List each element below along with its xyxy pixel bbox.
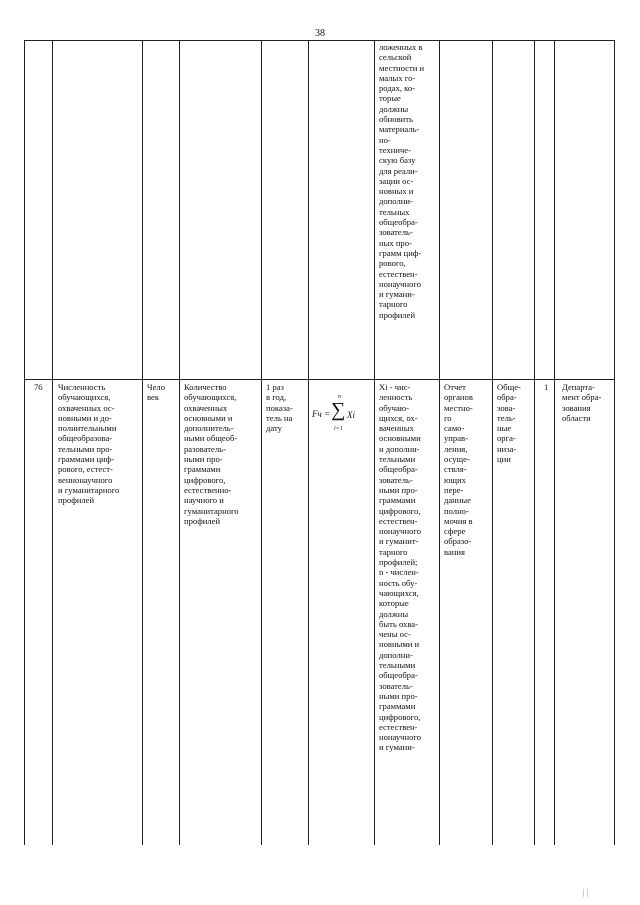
formula-lower-limit: i=1 [334, 426, 343, 432]
table-col-rule [24, 40, 25, 845]
collection-method: Обще- обра- зова- тель- ные орга- низа- ции [497, 382, 521, 465]
level-code: 1 [544, 382, 549, 392]
table-col-rule [492, 40, 493, 845]
formula-note: Xi - чис- ленность обучаю- щихся, ох- ваченных основными и дополни- тельными общеобра- зователь- ными про- граммами цифрового, естествен- нонаучного и гуманит- тарного профилей; n - числен- ность обу- чающихся, которые должны быть охва- чены ос- новными и дополни- тельными общеобра- зователь- ными про- граммами цифрового, естествен- нонаучного и гумани- [379, 382, 421, 753]
table-col-rule [439, 40, 440, 845]
table-col-rule [142, 40, 143, 845]
unit-of-measure: Чело век [147, 382, 165, 403]
table-rule-top [24, 40, 615, 41]
table-col-rule [554, 40, 555, 845]
summation-icon: ∑ [331, 399, 346, 421]
table-rule-row-divider [24, 379, 615, 380]
calculation-formula [312, 394, 358, 438]
table-col-rule [374, 40, 375, 845]
data-source: Отчет органов местно- го само- управ- ления, осуще- ствля- ющих пере- данные полно- мочия в сфере образо- вания [444, 382, 473, 557]
indicator-definition: Количество обучающихся, охваченных основными и дополнитель- ными общеоб- разователь- ными про- граммами цифрового, естественно- научного и гуманитарного профилей [184, 382, 239, 526]
table-col-rule [52, 40, 53, 845]
indicator-name: Численность обучающихся, охваченных ос- новными и до- полнительными общеобразова- тельными про- граммами циф- рового, естест- веннонаучного и гуманитарного профилей [58, 382, 120, 506]
row-number: 76 [34, 382, 43, 392]
continued-formula-note: ложенных в сельской местности и малых го- родах, ко- торые должны обновить материаль- но- техниче- скую базу для реали- зации ос- новных и дополни- тельных общеобра- зователь- ных про- грамм циф- рового, естествен- нонаучного и гумани- тарного профилей [379, 42, 425, 320]
table-col-rule [308, 40, 309, 845]
formula-lhs: Fч = [312, 409, 331, 419]
responsible-body: Департа- мент обра- зования области [562, 382, 602, 423]
table-col-rule [179, 40, 180, 845]
page-number: 38 [315, 28, 325, 39]
table-col-rule [534, 40, 535, 845]
formula-upper-limit: n [338, 394, 341, 400]
table-col-rule [261, 40, 262, 845]
formula-term: Xi [347, 410, 355, 420]
footer-mark: | | [582, 888, 588, 897]
periodicity: 1 раз в год, показа- тель на дату [266, 382, 293, 434]
table-col-rule [614, 40, 615, 845]
